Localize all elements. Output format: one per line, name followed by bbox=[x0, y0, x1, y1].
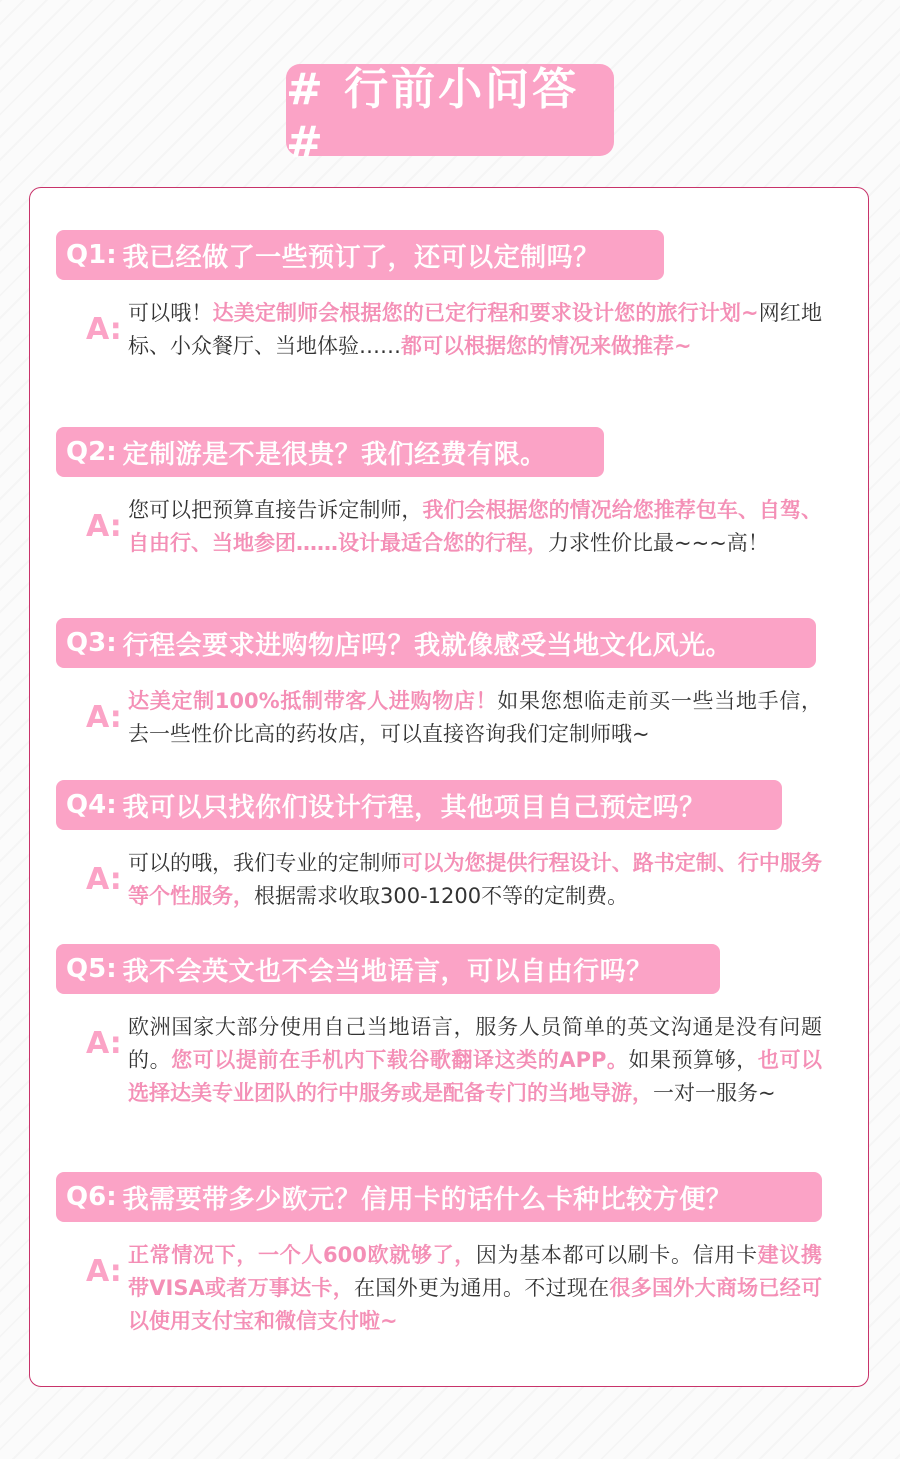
faq-card bbox=[29, 187, 869, 1387]
question-text: 我已经做了一些预订了，还可以定制吗？ bbox=[122, 242, 600, 273]
question-pill bbox=[56, 1172, 822, 1222]
question-label: Q3: bbox=[66, 628, 117, 658]
answer-segment: 一对一服务~ bbox=[653, 1081, 776, 1105]
answer-highlight: 都可以根据您的情况来做推荐~ bbox=[401, 334, 692, 358]
answer-highlight: 建议携带VISA或者万事达卡， bbox=[128, 1243, 822, 1300]
question-label: Q5: bbox=[66, 954, 117, 984]
question-text: 我不会英文也不会当地语言，可以自由行吗？ bbox=[122, 956, 653, 987]
answer-highlight: 可以为您提供行程设计、路书定制、行中服务等个性服务， bbox=[128, 851, 822, 908]
answer-segment: 您可以把预算直接告诉定制师， bbox=[128, 498, 423, 522]
answer-segment: 网红地标、小众餐厅、当地体验…… bbox=[128, 301, 823, 358]
answer-segment: 如果预算够， bbox=[628, 1048, 758, 1072]
question-label: Q1: bbox=[66, 240, 117, 270]
question-text: 我需要带多少欧元？信用卡的话什么卡种比较方便？ bbox=[122, 1184, 733, 1215]
answer-text bbox=[128, 847, 822, 913]
answer-text bbox=[128, 1011, 822, 1110]
answer-label: A: bbox=[86, 312, 122, 347]
answer-text bbox=[128, 494, 822, 560]
answer-text bbox=[128, 685, 822, 751]
question-pill bbox=[56, 427, 604, 477]
question-pill bbox=[56, 944, 720, 994]
answer-segment: 欧洲国家大部分使用自己当地语言，服务人员简单的英文沟通是没有问题的。 bbox=[128, 1015, 822, 1072]
answer-segment: 如果您想临走前买一些当地手信，去一些性价比高的药妆店，可以直接咨询我们定制师哦~ bbox=[128, 689, 822, 746]
question-pill bbox=[56, 230, 664, 280]
answer-highlight: 我们会根据您的情况给您推荐包车、自驾、自由行、当地参团……设计最适合您的行程， bbox=[128, 498, 822, 555]
answer-highlight: 达美定制师会根据您的已定行程和要求设计您的旅行计划~ bbox=[212, 301, 759, 325]
answer-highlight: 正常情况下，一个人600欧就够了， bbox=[128, 1243, 476, 1267]
answer-segment: 根据需求收取300-1200不等的定制费。 bbox=[254, 884, 629, 908]
title-badge bbox=[286, 63, 614, 168]
answer-highlight: 达美定制100%抵制带客人进购物店！ bbox=[128, 689, 498, 713]
answer-highlight: 也可以选择达美专业团队的行中服务或是配备专门的当地导游， bbox=[128, 1048, 823, 1105]
question-pill bbox=[56, 618, 816, 668]
answer-segment: 力求性价比最~~~高！ bbox=[548, 531, 769, 555]
page-title: # 行前小问答 # bbox=[286, 63, 580, 168]
question-text: 定制游是不是很贵？我们经费有限。 bbox=[122, 439, 547, 470]
answer-segment: 在国外更为通用。不过现在 bbox=[354, 1276, 610, 1300]
answer-segment: 因为基本都可以刷卡。信用卡 bbox=[475, 1243, 758, 1267]
answer-segment: 可以的哦，我们专业的定制师 bbox=[128, 851, 402, 875]
answer-text bbox=[128, 297, 822, 363]
question-text: 行程会要求进购物店吗？我就像感受当地文化风光。 bbox=[122, 630, 733, 661]
question-label: Q6: bbox=[66, 1182, 117, 1212]
question-label: Q2: bbox=[66, 437, 117, 467]
answer-label: A: bbox=[86, 509, 122, 544]
answer-label: A: bbox=[86, 862, 122, 897]
answer-highlight: 很多国外大商场已经可以使用支付宝和微信支付啦~ bbox=[128, 1276, 823, 1333]
answer-segment: 可以哦！ bbox=[128, 301, 213, 325]
answer-highlight: 您可以提前在手机内下载谷歌翻译这类的APP。 bbox=[171, 1048, 629, 1072]
answer-text bbox=[128, 1239, 822, 1338]
question-text: 我可以只找你们设计行程，其他项目自己预定吗？ bbox=[122, 792, 706, 823]
answer-label: A: bbox=[86, 1254, 122, 1289]
question-pill bbox=[56, 780, 782, 830]
answer-label: A: bbox=[86, 1026, 122, 1061]
question-label: Q4: bbox=[66, 790, 117, 820]
answer-label: A: bbox=[86, 700, 122, 735]
